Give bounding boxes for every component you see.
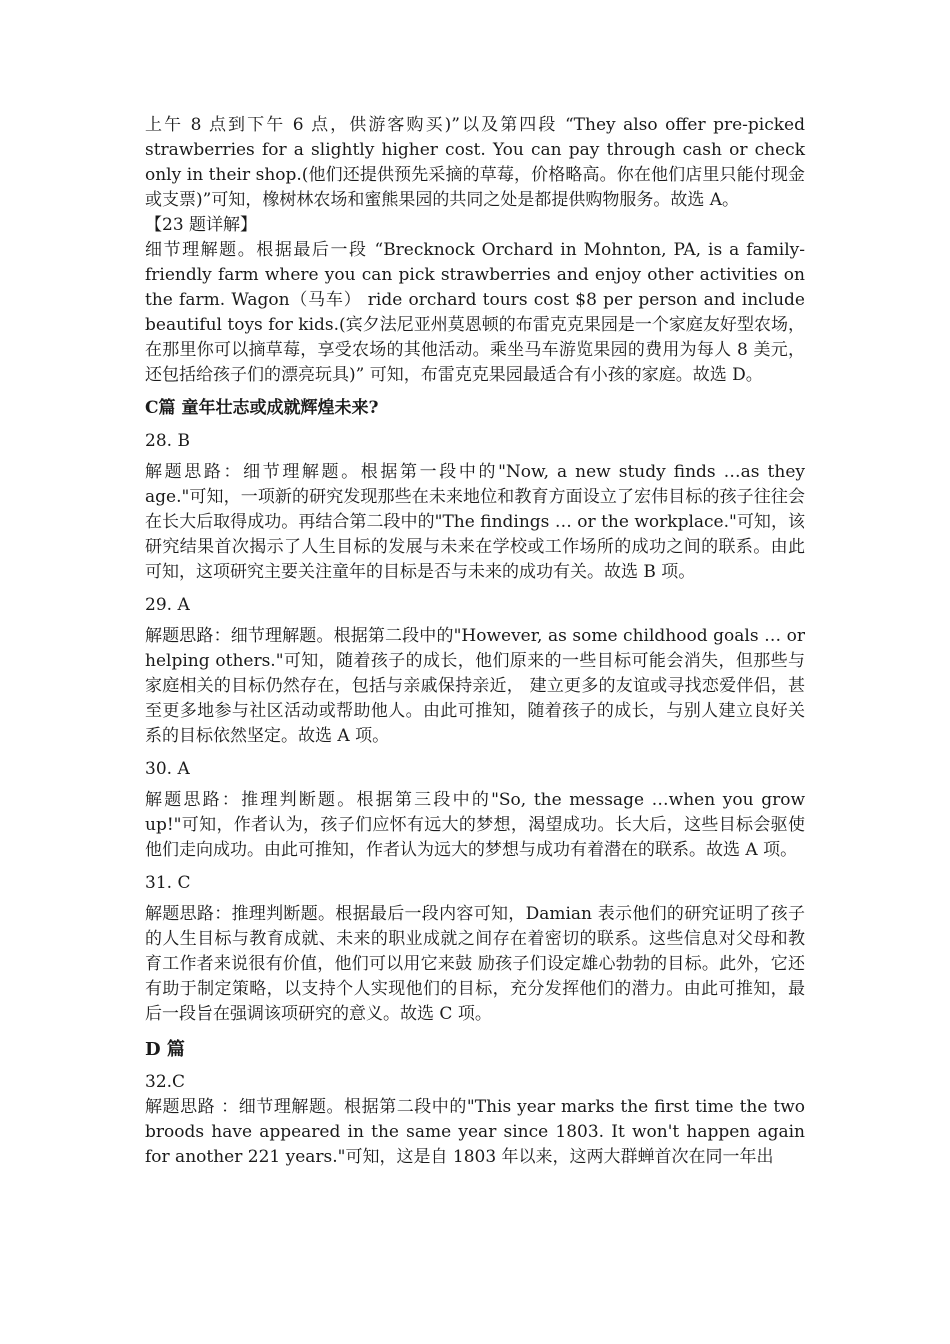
answer-32: 32.C <box>145 1072 186 1092</box>
explanation-32: 解题思路 ：细节理解题。根据第二段中的"This year marks the first time the two broods have appeared in the same year since 1803. It won't happen again for another 221 years."可知，这是自 1803 年以来，这两大群蝉首次在同一年出 <box>145 1097 805 1167</box>
document-page <box>145 113 805 1170</box>
answer-28: 28. B <box>145 431 190 451</box>
section-c-title: C篇 童年壮志或成就辉煌未来? <box>145 398 379 418</box>
answer-31: 31. C <box>145 873 191 893</box>
answer-29: 29. A <box>145 595 190 615</box>
question-23-explanation: 细节理解题。根据最后一段 “Brecknock Orchard in Mohnton, PA, is a family-friendly farm where you can pick strawberries and enjoy other activities on the farm. Wagon（马车） ride orchard tours cost $8 per person and include beautiful toys for kids.(宾夕法尼亚州莫恩顿的布雷克克果园是一个家庭友好型农场，在那里你可以摘草莓，享受农场的其他活动。乘坐马车游览果园的费用为每人 8 美元，还包括给孩子们的漂亮玩具)” 可知，布雷克克果园最适合有小孩的家庭。故选 D。 <box>145 240 805 385</box>
answer-30: 30. A <box>145 759 190 779</box>
paragraph-22-explanation: 上午 8 点到下午 6 点，供游客购买)”以及第四段 “They also offer pre-picked strawberries for a slightly higher cost. You can pay through cash or check only in their shop.(他们还提供预先采摘的草莓，价格略高。你在他们店里只能付现金或支票)”可知，橡树林农场和蜜熊果园的共同之处是都提供购物服务。故选 A。 <box>145 115 805 210</box>
section-d-title: D 篇 <box>145 1039 185 1060</box>
explanation-31: 解题思路：推理判断题。根据最后一段内容可知，Damian 表示他们的研究证明了孩子的人生目标与教育成就、未来的职业成就之间存在着密切的联系。这些信息对父母和教育工作者来说很有价值，他们可以用它来鼓 励孩子们设定雄心勃勃的目标。此外，它还有助于制定策略，以支持个人实现他们的目标，充分发挥他们的潜力。由此可推知，最后一段旨在强调该项研究的意义。故选 C 项。 <box>145 904 805 1024</box>
question-23-label: 【23 题详解】 <box>145 215 258 235</box>
explanation-28: 解题思路：细节理解题。根据第一段中的"Now, a new study finds …as they age."可知，一项新的研究发现那些在未来地位和教育方面设立了宏伟目标的孩子往往会在长大后取得成功。再结合第二段中的"The findings … or the workplace."可知，该研究结果首次揭示了人生目标的发展与未来在学校或工作场所的成功之间的联系。由此可知，这项研究主要关注童年的目标是否与未来的成功有关。故选 B 项。 <box>145 462 805 582</box>
explanation-30: 解题思路：推理判断题。根据第三段中的"So, the message …when you grow up!"可知，作者认为，孩子们应怀有远大的梦想，渴望成功。长大后，这些目标会驱使他们走向成功。由此可推知，作者认为远大的梦想与成功有着潜在的联系。故选 A 项。 <box>145 790 805 860</box>
explanation-29: 解题思路：细节理解题。根据第二段中的"However, as some childhood goals … or helping others."可知，随着孩子的成长，他们原来的一些目标可能会消失，但那些与家庭相关的目标仍然存在，包括与亲戚保持亲近， 建立更多的友谊或寻找恋爱伴侣，甚至更多地参与社区活动或帮助他人。由此可推知，随着孩子的成长，与别人建立良好关系的目标依然坚定。故选 A 项。 <box>145 626 805 746</box>
